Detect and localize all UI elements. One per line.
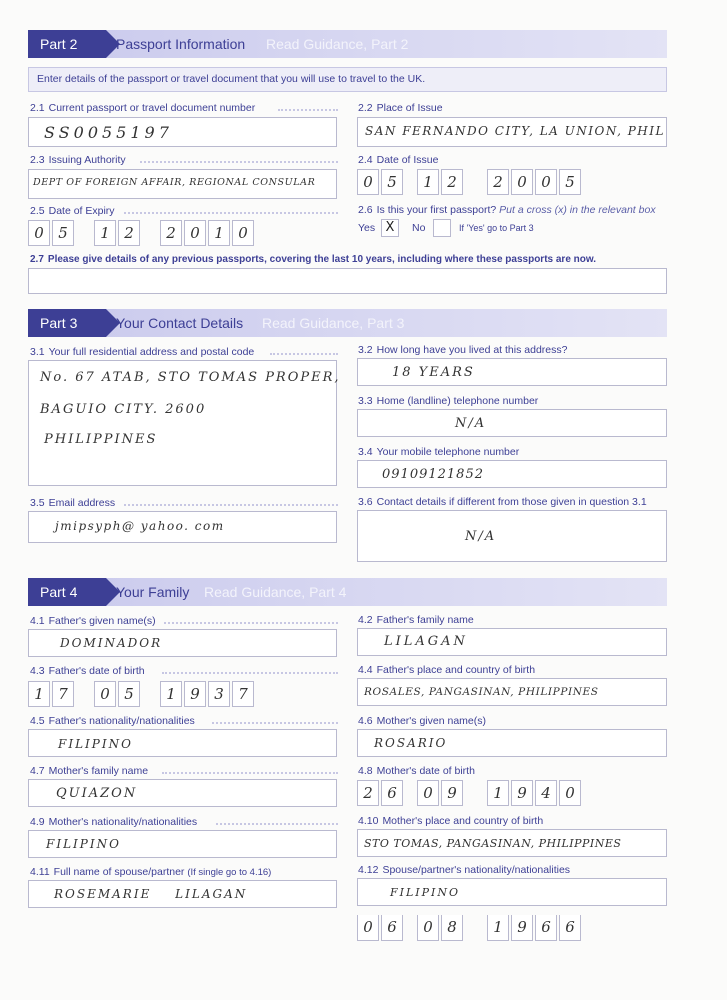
field-4-10-label — [358, 815, 543, 827]
field-4-4-num: 4.4 — [358, 664, 373, 676]
field-2-1-text: Current passport or travel document number — [48, 102, 256, 114]
field-4-8-num: 4.8 — [358, 765, 373, 777]
field-3-5-text: Email address — [48, 497, 116, 509]
mother-dob-day-2[interactable]: 6 — [381, 780, 403, 806]
field-2-5-num: 2.5 — [30, 205, 45, 217]
other-contact-field[interactable] — [357, 510, 667, 562]
issue-year-digit-3[interactable]: 0 — [535, 169, 557, 195]
passport-number-value: SS0055197 — [44, 123, 173, 142]
leader-dots — [124, 498, 338, 506]
field-4-1-label — [30, 615, 156, 627]
field-4-5-num: 4.5 — [30, 715, 45, 727]
issue-day-digit-2[interactable]: 5 — [381, 169, 403, 195]
field-3-6-num: 3.6 — [358, 496, 373, 508]
expiry-year-digit-3[interactable]: 1 — [208, 220, 230, 246]
father-dob-day-1[interactable]: 1 — [28, 681, 50, 707]
field-4-3-text: Father's date of birth — [48, 665, 145, 677]
field-4-8-text: Mother's date of birth — [376, 765, 475, 777]
mother-dob-month-1[interactable]: 0 — [417, 780, 439, 806]
field-4-2-text: Father's family name — [376, 614, 474, 626]
father-family-name-value: LILAGAN — [384, 634, 468, 649]
field-3-6-label — [358, 496, 647, 508]
yes-label: Yes — [358, 222, 376, 234]
mother-dob-year-3[interactable]: 4 — [535, 780, 557, 806]
address-line-3: PHILIPPINES — [44, 432, 158, 447]
field-2-7-text: Please give details of any previous passports, covering the last 10 years, including where these passports are now. — [47, 254, 597, 265]
field-3-1-label — [30, 346, 254, 358]
yes-checkbox[interactable]: X — [381, 219, 399, 237]
spouse-name-value: ROSEMARIE LILAGAN — [54, 887, 248, 901]
field-4-12-text: Spouse/partner's nationality/nationalities — [382, 864, 571, 876]
mother-birthplace-value: STO TOMAS, PANGASINAN, PHILIPPINES — [364, 837, 622, 850]
field-3-1-num: 3.1 — [30, 346, 45, 358]
expiry-month-digit-2[interactable]: 2 — [118, 220, 140, 246]
father-dob-day-2[interactable]: 7 — [52, 681, 74, 707]
spouse-dob-year-3[interactable]: 6 — [535, 915, 557, 941]
field-4-8-label — [358, 765, 475, 777]
field-2-4-label — [358, 154, 438, 166]
part2-guidance: Read Guidance, Part 2 — [266, 36, 409, 52]
mobile-value: 09109121852 — [382, 467, 484, 482]
leader-dots — [164, 616, 338, 624]
field-4-2-num: 4.2 — [358, 614, 373, 626]
part2-tag: Part 2 — [28, 30, 106, 58]
no-checkbox[interactable] — [433, 219, 451, 237]
field-2-6-num: 2.6 — [358, 204, 373, 216]
mother-family-name-value: QUIAZON — [56, 786, 138, 801]
address-line-2: BAGUIO CITY. 2600 — [40, 402, 207, 417]
field-3-3-num: 3.3 — [358, 395, 373, 407]
landline-field[interactable] — [357, 409, 667, 437]
spouse-dob-day-1[interactable]: 0 — [357, 915, 379, 941]
field-3-5-num: 3.5 — [30, 497, 45, 509]
place-of-issue-value: SAN FERNANDO CITY, LA UNION, PHIL — [365, 124, 665, 138]
field-2-3-text: Issuing Authority — [48, 154, 126, 166]
expiry-day-digit-1[interactable]: 0 — [28, 220, 50, 246]
field-2-6-label — [358, 204, 656, 216]
part2-title: Passport Information — [116, 36, 246, 52]
field-2-2-label — [358, 102, 443, 114]
leader-dots — [162, 666, 338, 674]
field-3-2-text: How long have you lived at this address? — [376, 344, 568, 356]
field-2-4-num: 2.4 — [358, 154, 373, 166]
field-3-1-text: Your full residential address and postal code — [48, 346, 255, 358]
field-4-9-num: 4.9 — [30, 816, 45, 828]
spouse-dob-day-2[interactable]: 6 — [381, 915, 403, 941]
field-2-6-text: Is this your first passport? — [376, 204, 497, 216]
field-2-5-text: Date of Expiry — [48, 205, 115, 217]
field-4-11-label — [30, 866, 271, 878]
issue-year-digit-4[interactable]: 5 — [559, 169, 581, 195]
field-2-1-label — [30, 102, 255, 114]
field-4-7-num: 4.7 — [30, 765, 45, 777]
issue-year-digit-2[interactable]: 0 — [511, 169, 533, 195]
field-2-4-text: Date of Issue — [376, 154, 439, 166]
field-4-1-text: Father's given name(s) — [48, 615, 156, 627]
field-4-11-text: Full name of spouse/partner — [53, 866, 185, 878]
issue-day-digit-1[interactable]: 0 — [357, 169, 379, 195]
previous-passports-field[interactable] — [28, 268, 667, 294]
field-4-6-label — [358, 715, 486, 727]
mother-dob-year-4[interactable]: 0 — [559, 780, 581, 806]
email-value: jmipsyph@ yahoo. com — [55, 519, 225, 533]
field-4-10-num: 4.10 — [358, 815, 379, 827]
part3-title: Your Contact Details — [116, 315, 244, 331]
field-3-3-label — [358, 395, 538, 407]
mother-dob-month-2[interactable]: 9 — [441, 780, 463, 806]
father-dob-year-1[interactable]: 1 — [160, 681, 182, 707]
field-3-2-label — [358, 344, 567, 356]
leader-dots — [270, 347, 338, 355]
father-dob-year-2[interactable]: 9 — [184, 681, 206, 707]
field-4-12-label — [358, 864, 570, 876]
yes-note: If 'Yes' go to Part 3 — [459, 223, 534, 233]
field-3-4-num: 3.4 — [358, 446, 373, 458]
leader-dots — [212, 716, 338, 724]
field-2-3-label — [30, 154, 126, 166]
mother-dob-day-1[interactable]: 2 — [357, 780, 379, 806]
leader-dots — [278, 103, 338, 111]
field-2-6-hint: Put a cross (x) in the relevant box — [499, 204, 656, 216]
field-4-3-num: 4.3 — [30, 665, 45, 677]
father-dob-year-3[interactable]: 3 — [208, 681, 230, 707]
mother-nationality-value: FILIPINO — [46, 837, 121, 851]
spouse-dob-month-2[interactable]: 8 — [441, 915, 463, 941]
father-dob-month-1[interactable]: 0 — [94, 681, 116, 707]
no-label: No — [412, 222, 426, 234]
part4-title: Your Family — [116, 584, 190, 600]
father-given-name-value: DOMINADOR — [60, 636, 163, 650]
part2-header — [28, 30, 667, 58]
field-2-3-num: 2.3 — [30, 154, 45, 166]
expiry-year-digit-1[interactable]: 2 — [160, 220, 182, 246]
field-4-2-label — [358, 614, 474, 626]
field-3-4-text: Your mobile telephone number — [376, 446, 520, 458]
field-3-6-text: Contact details if different from those given in question 3.1 — [376, 496, 647, 508]
field-2-1-num: 2.1 — [30, 102, 45, 114]
leader-dots — [124, 206, 338, 214]
landline-value: N/A — [455, 416, 487, 431]
address-line-1: No. 67 ATAB, STO TOMAS PROPER, — [40, 370, 341, 385]
issue-month-digit-1[interactable]: 1 — [417, 169, 439, 195]
spouse-dob-year-2[interactable]: 9 — [511, 915, 533, 941]
field-4-12-num: 4.12 — [358, 864, 379, 876]
expiry-month-digit-1[interactable]: 1 — [94, 220, 116, 246]
field-2-7-label — [30, 254, 596, 265]
other-contact-value: N/A — [465, 529, 497, 544]
mother-dob-year-2[interactable]: 9 — [511, 780, 533, 806]
field-4-6-text: Mother's given name(s) — [376, 715, 486, 727]
part3-header — [28, 309, 667, 337]
mother-given-name-value: ROSARIO — [374, 736, 448, 750]
father-nationality-value: FILIPINO — [58, 737, 133, 751]
mother-dob-year-1[interactable]: 1 — [487, 780, 509, 806]
field-3-5-label — [30, 497, 115, 509]
field-3-4-label — [358, 446, 519, 458]
spouse-dob-year-1[interactable]: 1 — [487, 915, 509, 941]
field-4-7-text: Mother's family name — [48, 765, 149, 777]
issue-month-digit-2[interactable]: 2 — [441, 169, 463, 195]
father-dob-year-4[interactable]: 7 — [232, 681, 254, 707]
field-4-4-text: Father's place and country of birth — [376, 664, 536, 676]
field-4-4-label — [358, 664, 535, 676]
field-4-3-label — [30, 665, 145, 677]
father-dob-month-2[interactable]: 5 — [118, 681, 140, 707]
field-4-7-label — [30, 765, 148, 777]
field-2-7-num: 2.7 — [30, 254, 44, 265]
field-2-5-label — [30, 205, 115, 217]
spouse-dob-year-4[interactable]: 6 — [559, 915, 581, 941]
field-4-6-num: 4.6 — [358, 715, 373, 727]
part3-guidance: Read Guidance, Part 3 — [262, 315, 405, 331]
part2-intro: Enter details of the passport or travel document that you will use to travel to the UK. — [28, 67, 667, 92]
issue-year-digit-1[interactable]: 2 — [487, 169, 509, 195]
part4-header — [28, 578, 667, 606]
leader-dots — [216, 817, 338, 825]
part4-tag: Part 4 — [28, 578, 106, 606]
field-4-9-text: Mother's nationality/nationalities — [48, 816, 198, 828]
issuing-authority-value: DEPT OF FOREIGN AFFAIR, REGIONAL CONSULAR — [33, 177, 316, 188]
field-4-1-num: 4.1 — [30, 615, 45, 627]
field-4-5-label — [30, 715, 195, 727]
expiry-day-digit-2[interactable]: 5 — [52, 220, 74, 246]
leader-dots — [140, 155, 338, 163]
expiry-year-digit-4[interactable]: 0 — [232, 220, 254, 246]
father-birthplace-value: ROSALES, PANGASINAN, PHILIPPINES — [364, 686, 599, 698]
field-4-5-text: Father's nationality/nationalities — [48, 715, 195, 727]
time-at-address-value: 18 YEARS — [392, 365, 475, 380]
part4-guidance: Read Guidance, Part 4 — [204, 584, 347, 600]
field-2-2-num: 2.2 — [358, 102, 373, 114]
expiry-year-digit-2[interactable]: 0 — [184, 220, 206, 246]
field-4-11-num: 4.11 — [30, 866, 50, 878]
field-4-10-text: Mother's place and country of birth — [382, 815, 544, 827]
spouse-nationality-value: FILIPINO — [390, 886, 461, 899]
part3-tag: Part 3 — [28, 309, 106, 337]
leader-dots — [162, 766, 338, 774]
field-3-2-num: 3.2 — [358, 344, 373, 356]
field-4-11-hint: (If single go to 4.16) — [187, 867, 272, 878]
spouse-dob-month-1[interactable]: 0 — [417, 915, 439, 941]
field-4-9-label — [30, 816, 197, 828]
field-3-3-text: Home (landline) telephone number — [376, 395, 539, 407]
field-2-2-text: Place of Issue — [376, 102, 443, 114]
